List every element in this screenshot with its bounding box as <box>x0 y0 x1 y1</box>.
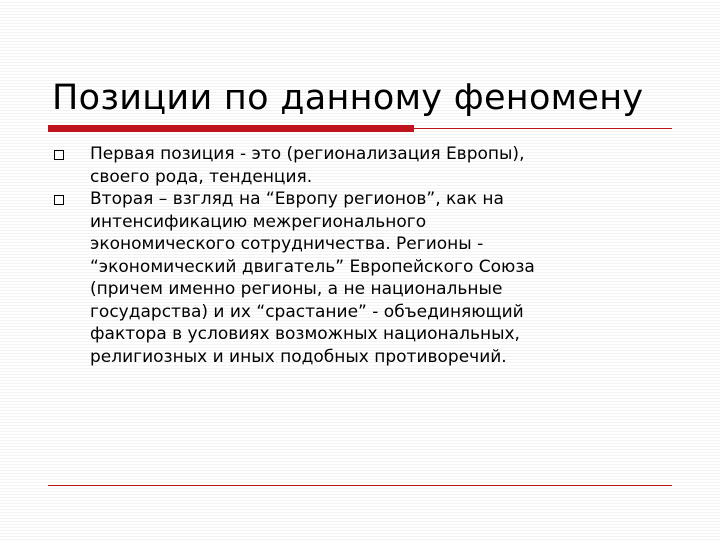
bullet-text-first-position: Первая позиция - это (регионализация Европы), своего рода, тенденция. <box>90 144 525 187</box>
footer-divider-line <box>48 485 672 486</box>
square-bullet-icon <box>54 150 64 160</box>
bullet-list <box>52 143 652 368</box>
bullet-item-first-position <box>52 143 652 188</box>
slide-title: Позиции по данному феномену <box>52 78 644 118</box>
bullet-item-second-position <box>52 188 652 368</box>
bullet-text-second-position: Вторая – взгляд на “Европу регионов”, как на интенсификацию межрегионального экономического сотрудничества. Регионы - “экономический двигатель” Европейского Союза (причем именно регионы, а не национальные государства) и их “срастание” - объединяющий фактора в условиях возможных национальных, религиозных и иных подобных противоречий. <box>90 189 535 367</box>
square-bullet-icon <box>54 195 64 205</box>
title-accent-bar <box>48 125 414 132</box>
